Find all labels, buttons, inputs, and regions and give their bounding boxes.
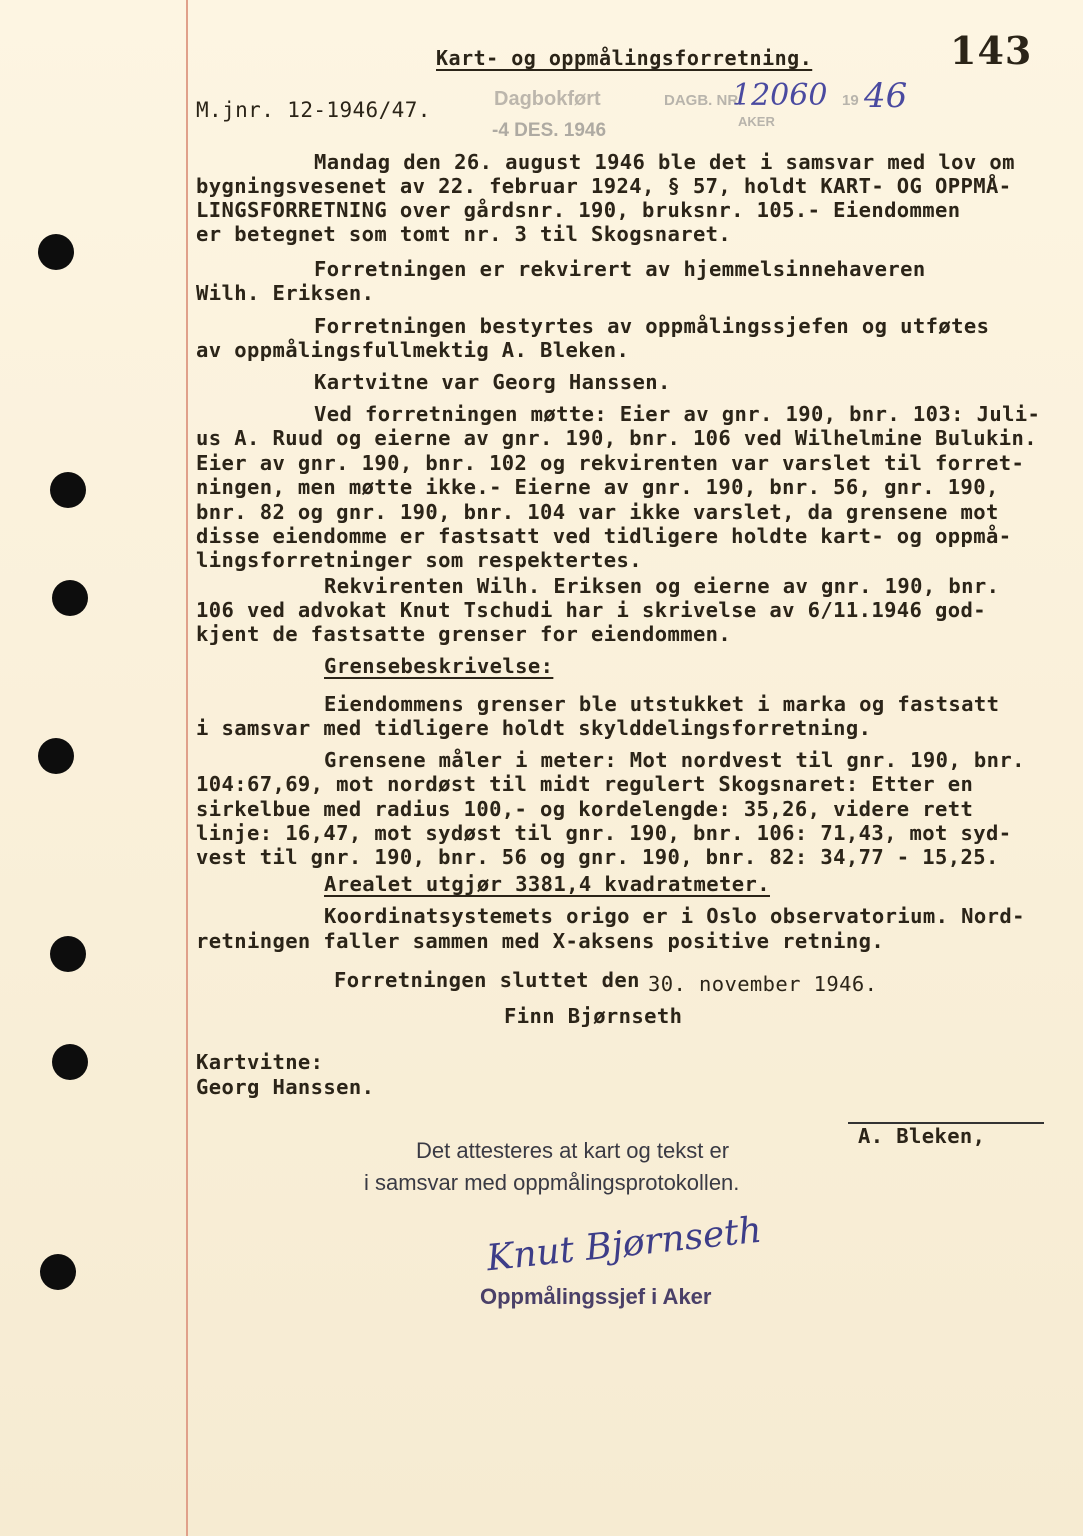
body-line: bnr. 82 og gnr. 190, bnr. 104 var ikke varslet, da grensene mot xyxy=(196,500,999,524)
body-line: Grensene måler i meter: Mot nordvest til gnr. 190, bnr. xyxy=(324,748,1025,772)
punch-hole xyxy=(50,936,86,972)
stamp-number: 12060 xyxy=(732,78,828,113)
stamp-place: AKER xyxy=(738,114,775,129)
stamp-register: Dagbokført xyxy=(494,88,601,110)
punch-hole xyxy=(40,1254,76,1290)
margin-line xyxy=(186,0,188,1536)
area-statement: Arealet utgjør 3381,4 kvadratmeter. xyxy=(324,872,770,896)
body-line: retningen faller sammen med X-aksens positive retning. xyxy=(196,929,885,953)
surveyor-signature: A. Bleken, xyxy=(858,1124,986,1148)
body-line: lingsforretninger som respektertes. xyxy=(196,548,642,572)
body-line: Forretningen er rekvirert av hjemmelsinnehaveren xyxy=(314,257,926,281)
body-line: ningen, men møtte ikke.- Eierne av gnr. 190, bnr. 56, gnr. 190, xyxy=(196,475,999,499)
signatory-name: Finn Bjørnseth xyxy=(504,1004,683,1028)
body-line: Kartvitne var Georg Hanssen. xyxy=(314,370,671,394)
witness-label: Kartvitne: xyxy=(196,1050,324,1074)
body-line: linje: 16,47, mot sydøst til gnr. 190, bnr. 106: 71,43, mot syd- xyxy=(196,821,1012,845)
body-line: Eiendommens grenser ble utstukket i marka og fastsatt xyxy=(324,692,1000,716)
attestation-line: i samsvar med oppmålingsprotokollen. xyxy=(364,1170,740,1195)
page-number: 143 xyxy=(950,28,1033,73)
stamp-date: -4 DES. 1946 xyxy=(492,120,607,141)
body-line: Rekvirenten Wilh. Eriksen og eierne av gnr. 190, bnr. xyxy=(324,574,1000,598)
body-line: er betegnet som tomt nr. 3 til Skogsnaret. xyxy=(196,222,732,246)
journal-reference: M.jnr. 12-1946/47. xyxy=(196,98,431,122)
stamp-year-prefix: 19 xyxy=(842,92,859,109)
section-heading: Grensebeskrivelse: xyxy=(324,654,554,678)
body-line: disse eiendomme er fastsatt ved tidligere holdte kart- og oppmå- xyxy=(196,524,1012,548)
punch-hole xyxy=(38,738,74,774)
body-line: bygningsvesenet av 22. februar 1924, § 57, holdt KART- OG OPPMÅ- xyxy=(196,174,1012,198)
body-line: LINGSFORRETNING over gårdsnr. 190, bruksnr. 105.- Eiendommen xyxy=(196,198,961,222)
attestation-role: Oppmålingssjef i Aker xyxy=(480,1284,712,1309)
document-title: Kart- og oppmålingsforretning. xyxy=(436,46,813,70)
body-line: Eier av gnr. 190, bnr. 102 og rekvirenten var varslet til forret- xyxy=(196,451,1025,475)
body-line: vest til gnr. 190, bnr. 56 og gnr. 190, bnr. 82: 34,77 - 15,25. xyxy=(196,845,999,869)
body-line: Mandag den 26. august 1946 ble det i samsvar med lov om xyxy=(314,150,1015,174)
body-line: us A. Ruud og eierne av gnr. 190, bnr. 106 ved Wilhelmine Bulukin. xyxy=(196,426,1037,450)
witness-name: Georg Hanssen. xyxy=(196,1075,375,1099)
body-line: Forretningen bestyrtes av oppmålingssjefen og utføtes xyxy=(314,314,990,338)
stamp-dagb-label: DAGB. NR. xyxy=(664,92,743,109)
attestation-line: Det attesteres at kart og tekst er xyxy=(416,1138,730,1163)
body-line: Ved forretningen møtte: Eier av gnr. 190, bnr. 103: Juli- xyxy=(314,402,1041,426)
handwritten-signature: Knut Bjørnseth xyxy=(484,1209,764,1280)
stamp-year: 46 xyxy=(864,76,908,116)
closing-date: 30. november 1946. xyxy=(648,972,878,996)
body-line: Koordinatsystemets origo er i Oslo observatorium. Nord- xyxy=(324,904,1025,928)
punch-hole xyxy=(52,580,88,616)
punch-hole xyxy=(52,1044,88,1080)
body-line: 106 ved advokat Knut Tschudi har i skrivelse av 6/11.1946 god- xyxy=(196,598,987,622)
body-line: 104:67,69, mot nordøst til midt regulert Skogsnaret: Etter en xyxy=(196,772,974,796)
closing-line: Forretningen sluttet den xyxy=(334,968,640,992)
body-line: sirkelbue med radius 100,- og kordelengde: 35,26, videre rett xyxy=(196,797,974,821)
body-line: kjent de fastsatte grenser for eiendommen. xyxy=(196,622,732,646)
punch-hole xyxy=(38,234,74,270)
body-line: i samsvar med tidligere holdt skylddelingsforretning. xyxy=(196,716,872,740)
punch-hole xyxy=(50,472,86,508)
body-line: Wilh. Eriksen. xyxy=(196,281,375,305)
body-line: av oppmålingsfullmektig A. Bleken. xyxy=(196,338,630,362)
